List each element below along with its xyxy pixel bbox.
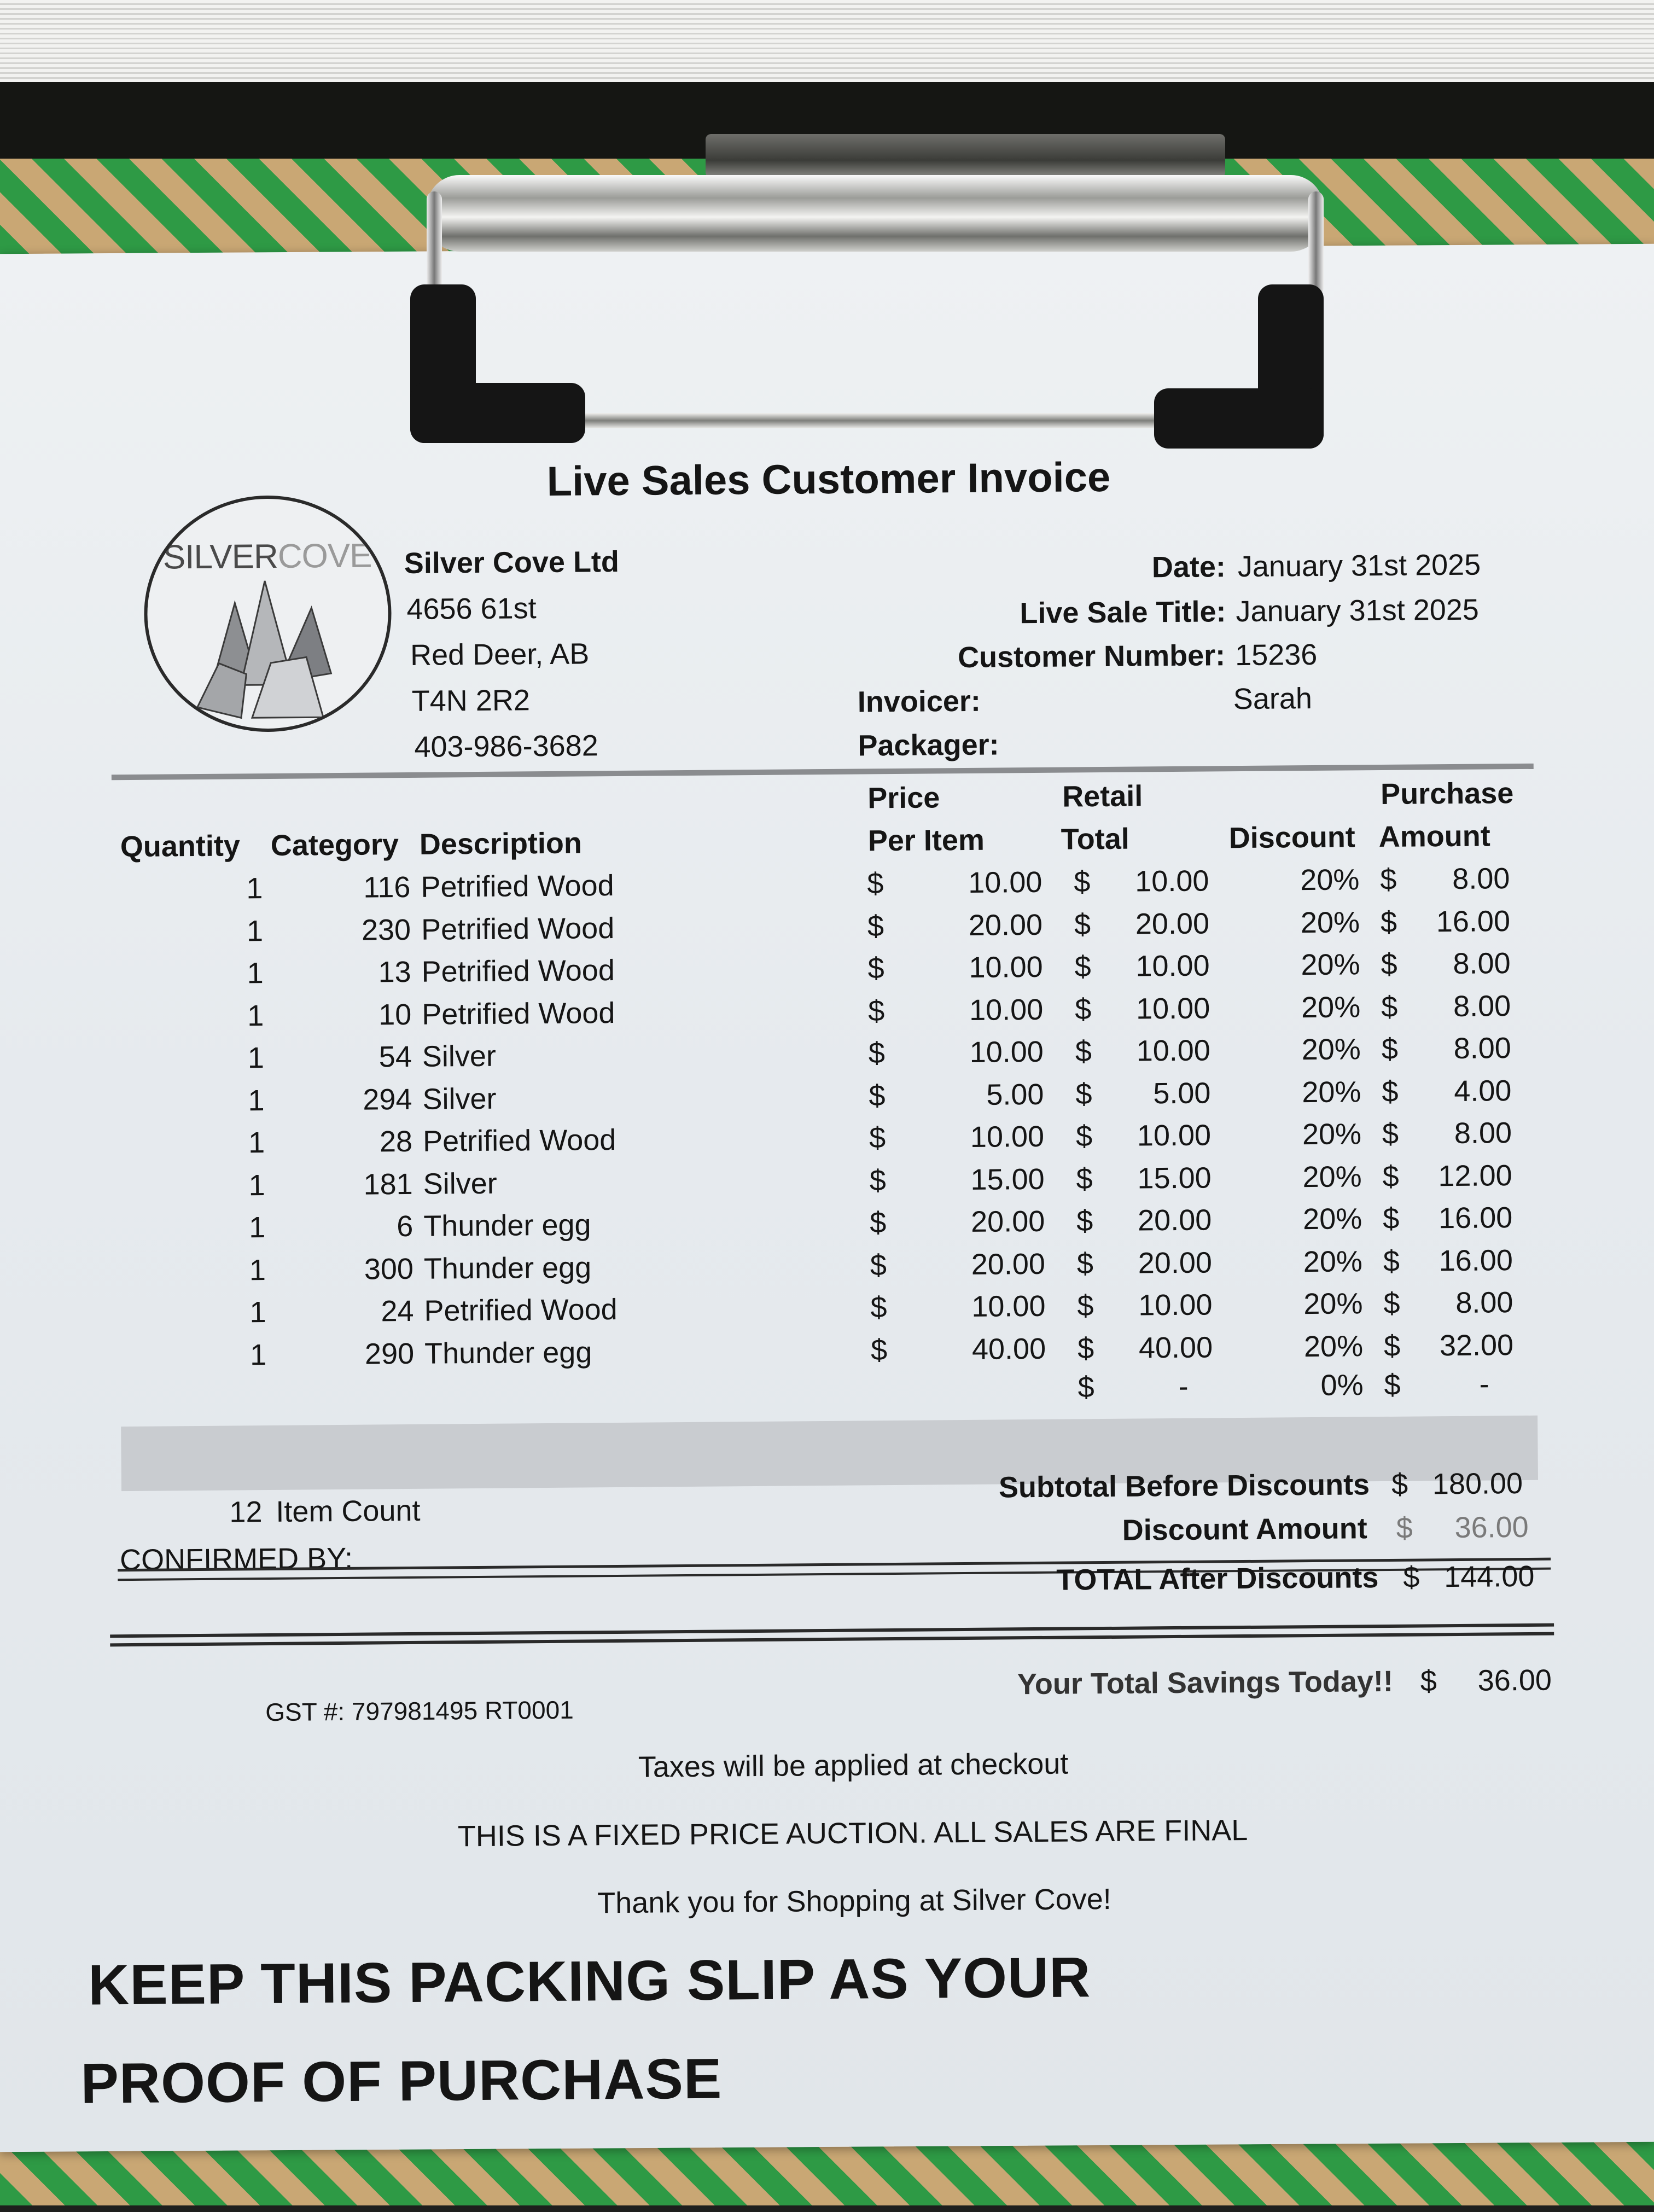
item-qty: 1 xyxy=(247,1041,265,1075)
currency-symbol: $ xyxy=(1383,1244,1400,1278)
customer-number-value: 15236 xyxy=(1234,638,1318,672)
currency-symbol: $ xyxy=(1382,1075,1399,1108)
subtotal-label: Subtotal Before Discounts xyxy=(998,1468,1370,1504)
item-retail: 5.00 xyxy=(1153,1076,1211,1110)
item-description: Petrified Wood xyxy=(421,911,615,946)
currency-symbol: $ xyxy=(1382,1117,1399,1151)
currency-symbol: $ xyxy=(1380,905,1397,939)
currency-symbol: $ xyxy=(1077,1331,1094,1365)
item-category: 54 xyxy=(378,1040,412,1074)
currency-symbol: $ xyxy=(1076,1204,1093,1238)
currency-symbol: $ xyxy=(870,1206,887,1239)
item-retail: 20.00 xyxy=(1135,906,1210,941)
item-amount: 16.00 xyxy=(1436,904,1511,938)
item-amount: 8.00 xyxy=(1454,1116,1512,1150)
blank-row-retail-currency: $ xyxy=(1078,1371,1094,1404)
item-retail: 15.00 xyxy=(1137,1161,1212,1195)
item-category: 290 xyxy=(364,1337,415,1371)
blank-row-discount: 0% xyxy=(1320,1369,1364,1402)
subtotal-value: 180.00 xyxy=(1432,1467,1523,1501)
currency-symbol: $ xyxy=(867,909,884,942)
item-qty: 1 xyxy=(246,872,263,905)
keep-slip-line-1: KEEP THIS PACKING SLIP AS YOUR xyxy=(88,1946,1091,2017)
currency-symbol: $ xyxy=(1381,947,1397,981)
item-price: 10.00 xyxy=(971,1289,1046,1323)
company-street: 4656 61st xyxy=(406,592,537,626)
packager-label: Packager: xyxy=(858,728,999,762)
item-retail: 20.00 xyxy=(1137,1203,1212,1237)
item-description: Thunder egg xyxy=(423,1208,591,1243)
blank-row-amount-currency: $ xyxy=(1384,1368,1401,1402)
currency-symbol: $ xyxy=(1381,990,1398,1023)
currency-symbol: $ xyxy=(868,994,885,1027)
item-category: 28 xyxy=(379,1125,413,1159)
item-retail: 40.00 xyxy=(1138,1330,1213,1365)
currency-symbol: $ xyxy=(1075,1120,1093,1153)
date-label: Date: xyxy=(1151,550,1226,584)
item-price: 20.00 xyxy=(971,1247,1046,1281)
item-category: 6 xyxy=(397,1209,414,1243)
item-description: Petrified Wood xyxy=(422,996,615,1031)
currency-symbol: $ xyxy=(1383,1287,1400,1320)
item-price: 20.00 xyxy=(970,1204,1045,1238)
currency-symbol: $ xyxy=(869,1121,886,1155)
company-postal: T4N 2R2 xyxy=(411,684,531,718)
item-retail: 10.00 xyxy=(1135,864,1209,898)
header-category: Category xyxy=(270,828,399,862)
currency-symbol: $ xyxy=(867,867,884,900)
header-purchase-top: Purchase xyxy=(1380,777,1514,811)
currency-symbol: $ xyxy=(1074,907,1091,941)
item-description: Petrified Wood xyxy=(421,954,615,988)
item-description: Silver xyxy=(423,1167,497,1201)
item-category: 230 xyxy=(361,913,411,947)
header-price-top: Price xyxy=(867,781,940,815)
currency-symbol: $ xyxy=(869,1079,886,1112)
item-amount: 32.00 xyxy=(1439,1328,1514,1362)
customer-number-label: Customer Number: xyxy=(957,639,1226,674)
item-count-label: Item Count xyxy=(276,1494,421,1528)
item-amount: 8.00 xyxy=(1455,1286,1513,1319)
crystal-icon xyxy=(147,498,389,729)
invoicer-label: Invoicer: xyxy=(857,684,981,719)
item-category: 116 xyxy=(363,870,411,904)
header-quantity: Quantity xyxy=(120,829,241,864)
currency-symbol: $ xyxy=(1077,1289,1094,1323)
item-price: 10.00 xyxy=(970,1120,1045,1154)
item-discount: 20% xyxy=(1301,1033,1361,1067)
header-purchase-bottom: Amount xyxy=(1378,819,1490,854)
item-description: Silver xyxy=(422,1039,497,1073)
item-discount: 20% xyxy=(1303,1244,1363,1278)
savings-value: 36.00 xyxy=(1477,1663,1552,1697)
item-qty: 1 xyxy=(249,1211,266,1244)
item-discount: 20% xyxy=(1300,863,1360,897)
item-category: 24 xyxy=(381,1294,414,1328)
item-description: Petrified Wood xyxy=(424,1293,618,1328)
thank-you-note: Thank you for Shopping at Silver Cove! xyxy=(597,1882,1111,1920)
sale-title-value: January 31st 2025 xyxy=(1236,593,1480,628)
item-category: 13 xyxy=(378,955,411,989)
item-qty: 1 xyxy=(247,957,264,990)
logo-wordmark: SILVERCOVE xyxy=(162,537,372,577)
header-divider xyxy=(112,764,1534,780)
item-price: 10.00 xyxy=(969,1035,1044,1069)
item-discount: 20% xyxy=(1300,905,1360,939)
confirmed-by-label: CONFIRMED BY: xyxy=(119,1541,353,1577)
item-price: 5.00 xyxy=(986,1078,1044,1111)
discount-amount-value: 36.00 xyxy=(1454,1510,1529,1545)
currency-symbol: $ xyxy=(1382,1160,1399,1193)
currency-symbol: $ xyxy=(870,1333,888,1366)
item-category: 294 xyxy=(363,1082,412,1116)
item-amount: 8.00 xyxy=(1453,947,1511,980)
date-value: January 31st 2025 xyxy=(1237,548,1481,584)
item-qty: 1 xyxy=(248,1168,265,1202)
final-sale-note: THIS IS A FIXED PRICE AUCTION. ALL SALES ARE FINAL xyxy=(457,1813,1248,1853)
item-qty: 1 xyxy=(246,914,264,947)
item-amount: 4.00 xyxy=(1454,1074,1512,1108)
company-name: Silver Cove Ltd xyxy=(404,545,620,580)
item-amount: 8.00 xyxy=(1452,862,1510,896)
taxes-note: Taxes will be applied at checkout xyxy=(638,1747,1069,1784)
item-discount: 20% xyxy=(1302,1202,1362,1236)
savings-label: Your Total Savings Today!! xyxy=(1017,1664,1394,1701)
item-category: 300 xyxy=(364,1252,414,1286)
header-retail-bottom: Total xyxy=(1061,822,1130,856)
blank-row-amount: - xyxy=(1479,1367,1489,1401)
item-category: 181 xyxy=(363,1167,413,1201)
item-description: Thunder egg xyxy=(424,1335,592,1370)
item-qty: 1 xyxy=(249,1253,266,1287)
currency-symbol: $ xyxy=(868,1037,886,1070)
item-qty: 1 xyxy=(248,1126,265,1160)
currency-symbol: $ xyxy=(1075,1035,1092,1068)
currency-symbol: $ xyxy=(1383,1202,1400,1236)
item-price: 20.00 xyxy=(968,908,1043,942)
item-discount: 20% xyxy=(1302,1117,1362,1151)
item-retail: 10.00 xyxy=(1136,1034,1211,1068)
item-qty: 1 xyxy=(247,999,264,1032)
item-qty: 1 xyxy=(249,1296,266,1329)
company-phone: 403-986-3682 xyxy=(414,729,598,764)
item-qty: 1 xyxy=(249,1338,267,1371)
currency-symbol: $ xyxy=(1075,1077,1092,1110)
header-description: Description xyxy=(419,826,583,861)
item-discount: 20% xyxy=(1303,1329,1364,1363)
item-category: 10 xyxy=(378,998,412,1031)
item-amount: 8.00 xyxy=(1453,1032,1512,1065)
currency-symbol: $ xyxy=(870,1291,887,1324)
item-discount: 20% xyxy=(1301,948,1360,982)
currency-symbol: $ xyxy=(1383,1329,1401,1363)
currency-symbol: $ xyxy=(1076,1162,1093,1195)
header-retail-top: Retail xyxy=(1062,779,1143,813)
item-description: Thunder egg xyxy=(423,1250,592,1285)
total-currency: $ xyxy=(1403,1561,1420,1594)
sale-title-label: Live Sale Title: xyxy=(1020,595,1226,630)
currency-symbol: $ xyxy=(1380,863,1397,897)
total-label: TOTAL After Discounts xyxy=(1056,1561,1379,1597)
currency-symbol: $ xyxy=(1074,992,1092,1026)
currency-symbol: $ xyxy=(867,952,884,985)
blank-row-retail: - xyxy=(1178,1370,1189,1403)
invoice-title: Live Sales Customer Invoice xyxy=(546,453,1111,505)
item-discount: 20% xyxy=(1301,990,1361,1024)
item-price: 15.00 xyxy=(970,1162,1045,1196)
total-value: 144.00 xyxy=(1443,1559,1535,1594)
item-amount: 16.00 xyxy=(1438,1201,1513,1235)
discount-amount-label: Discount Amount xyxy=(1122,1512,1367,1547)
item-description: Silver xyxy=(422,1082,497,1116)
currency-symbol: $ xyxy=(1074,950,1091,983)
item-retail: 10.00 xyxy=(1137,1119,1212,1152)
item-discount: 20% xyxy=(1302,1160,1362,1194)
item-price: 10.00 xyxy=(969,993,1044,1027)
currency-symbol: $ xyxy=(869,1163,886,1197)
item-price: 10.00 xyxy=(969,950,1043,984)
item-description: Petrified Wood xyxy=(422,1124,616,1158)
header-price-bottom: Per Item xyxy=(867,823,985,858)
company-city: Red Deer, AB xyxy=(410,637,590,672)
invoicer-value: Sarah xyxy=(1233,682,1313,716)
silver-cove-logo xyxy=(143,494,392,733)
item-amount: 8.00 xyxy=(1453,989,1511,1023)
item-retail: 10.00 xyxy=(1135,991,1210,1026)
subtotal-currency: $ xyxy=(1391,1468,1408,1501)
item-amount: 12.00 xyxy=(1438,1159,1512,1192)
item-discount: 20% xyxy=(1302,1075,1361,1109)
item-retail: 10.00 xyxy=(1138,1288,1213,1322)
keep-slip-line-2: PROOF OF PURCHASE xyxy=(80,2047,723,2116)
item-discount: 20% xyxy=(1303,1287,1363,1321)
header-discount: Discount xyxy=(1228,820,1356,855)
currency-symbol: $ xyxy=(1076,1247,1094,1280)
savings-currency: $ xyxy=(1420,1664,1437,1698)
gst-number: GST #: 797981495 RT0001 xyxy=(265,1695,574,1727)
item-retail: 20.00 xyxy=(1138,1245,1213,1280)
item-count-value: 12 xyxy=(229,1495,263,1529)
item-retail: 10.00 xyxy=(1135,949,1210,983)
item-amount: 16.00 xyxy=(1438,1243,1513,1277)
discount-amount-currency: $ xyxy=(1396,1511,1413,1545)
currency-symbol: $ xyxy=(870,1248,887,1282)
item-price: 10.00 xyxy=(968,865,1043,899)
item-price: 40.00 xyxy=(971,1332,1046,1366)
currency-symbol: $ xyxy=(1381,1032,1399,1066)
item-qty: 1 xyxy=(248,1084,265,1117)
currency-symbol: $ xyxy=(1074,865,1091,899)
item-description: Petrified Wood xyxy=(421,869,614,904)
